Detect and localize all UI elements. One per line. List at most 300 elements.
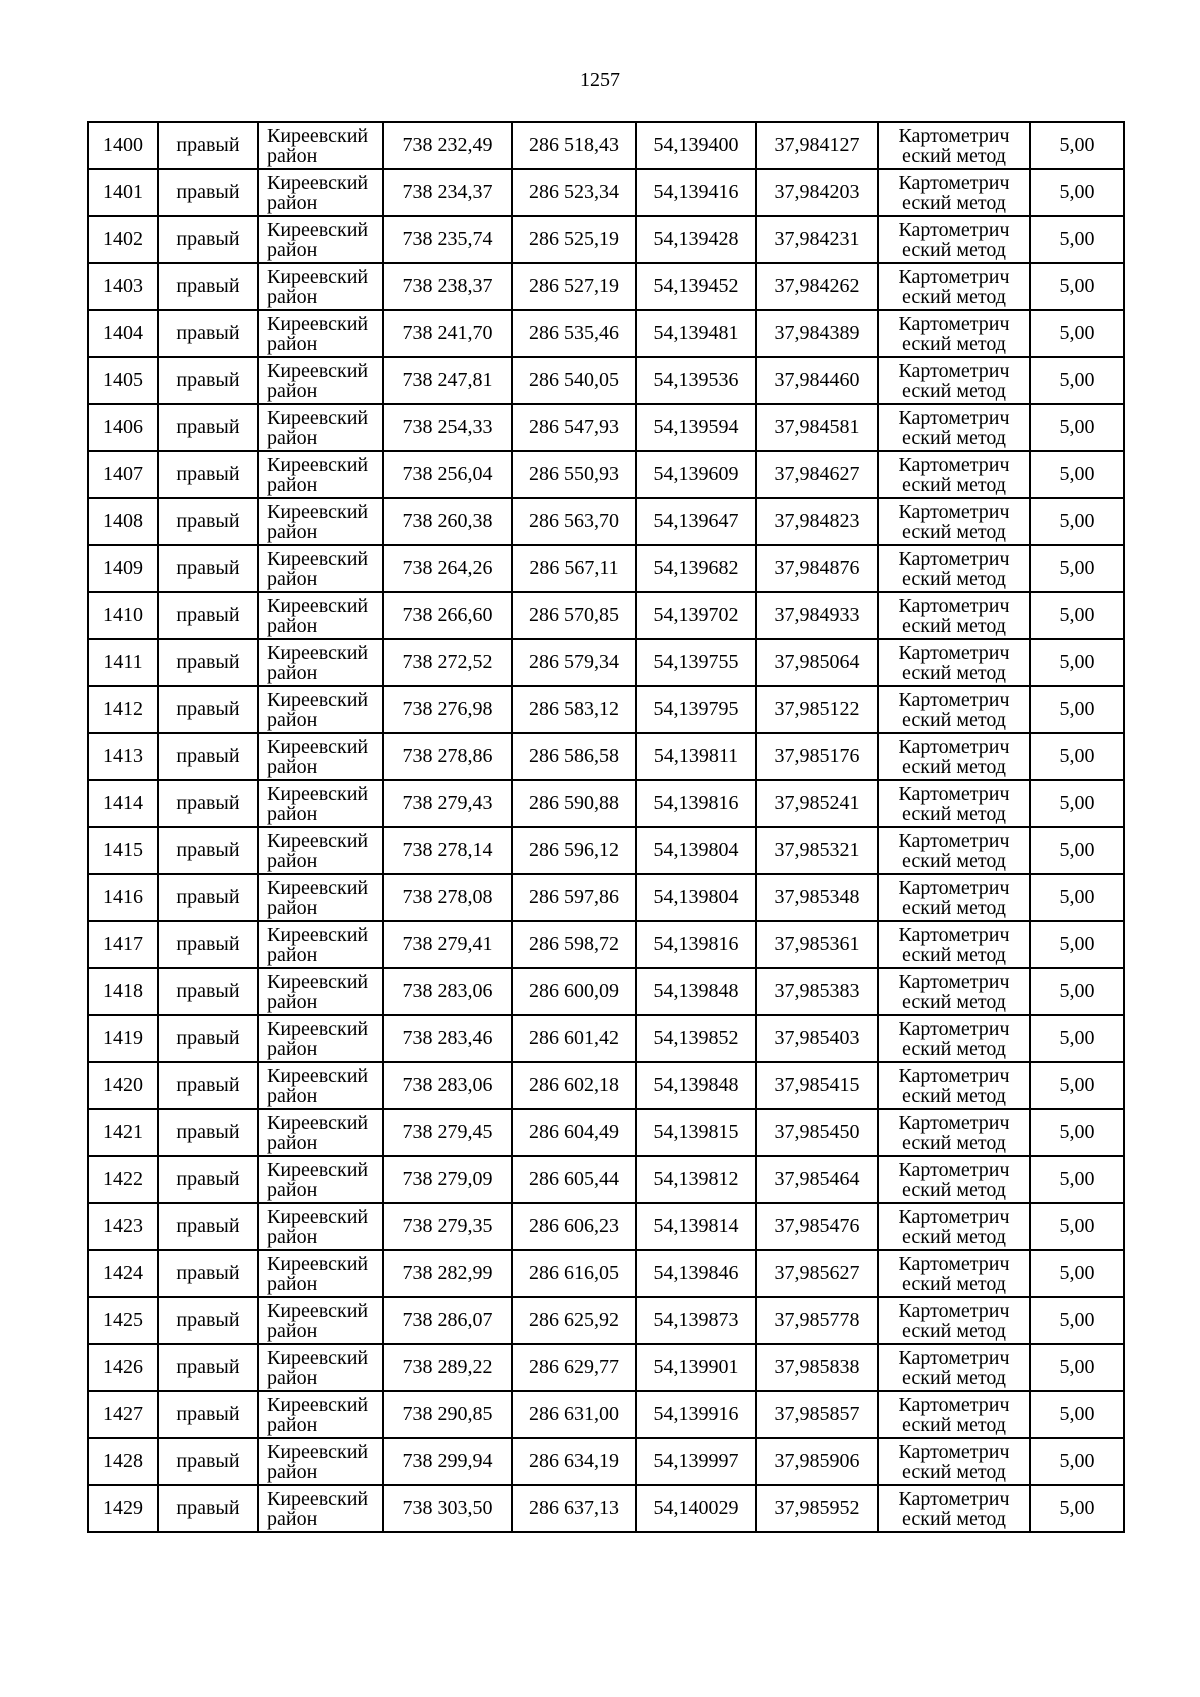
cell-longitude: 37,984262: [756, 263, 878, 310]
cell-district-line-1: Киреевский: [267, 782, 369, 805]
cell-point-number: 1421: [88, 1109, 158, 1156]
cell-method-line-2: еский метод: [902, 520, 1006, 543]
cell-side: правый: [158, 357, 258, 404]
cell-method: [878, 122, 1030, 169]
cell-y-coordinate: 286 598,72: [512, 921, 636, 968]
cell-y-coordinate: 286 550,93: [512, 451, 636, 498]
cell-point-number: 1404: [88, 310, 158, 357]
table-row: [88, 686, 1124, 733]
cell-side: правый: [158, 545, 258, 592]
cell-point-number: 1412: [88, 686, 158, 733]
cell-latitude: 54,139647: [636, 498, 756, 545]
cell-y-coordinate: 286 527,19: [512, 263, 636, 310]
cell-x-coordinate: 738 278,86: [383, 733, 512, 780]
cell-y-coordinate: 286 631,00: [512, 1391, 636, 1438]
cell-method: [878, 1250, 1030, 1297]
cell-side: правый: [158, 733, 258, 780]
cell-x-coordinate: 738 254,33: [383, 404, 512, 451]
cell-y-coordinate: 286 596,12: [512, 827, 636, 874]
cell-x-coordinate: 738 276,98: [383, 686, 512, 733]
cell-method-line-2: еский метод: [902, 1037, 1006, 1060]
cell-point-number: 1407: [88, 451, 158, 498]
cell-method-line-2: еский метод: [902, 238, 1006, 261]
cell-district-line-2: район: [267, 473, 318, 496]
cell-method: [878, 827, 1030, 874]
cell-district-line-1: Киреевский: [267, 406, 369, 429]
cell-method-line-1: Картометрич: [898, 218, 1010, 241]
cell-point-number: 1413: [88, 733, 158, 780]
cell-latitude: 54,139816: [636, 921, 756, 968]
cell-method-line-2: еский метод: [902, 943, 1006, 966]
cell-accuracy: 5,00: [1030, 1391, 1124, 1438]
cell-x-coordinate: 738 272,52: [383, 639, 512, 686]
cell-side: правый: [158, 1250, 258, 1297]
cell-district-line-2: район: [267, 661, 318, 684]
cell-method-line-1: Картометрич: [898, 735, 1010, 758]
table-row: [88, 216, 1124, 263]
cell-longitude: 37,984627: [756, 451, 878, 498]
cell-x-coordinate: 738 235,74: [383, 216, 512, 263]
cell-method-line-1: Картометрич: [898, 547, 1010, 570]
cell-district-line-1: Киреевский: [267, 641, 369, 664]
cell-district: [258, 1250, 383, 1297]
cell-latitude: 54,139702: [636, 592, 756, 639]
cell-x-coordinate: 738 256,04: [383, 451, 512, 498]
table-row: [88, 1156, 1124, 1203]
cell-point-number: 1426: [88, 1344, 158, 1391]
cell-y-coordinate: 286 616,05: [512, 1250, 636, 1297]
cell-district: [258, 1344, 383, 1391]
cell-longitude: 37,984203: [756, 169, 878, 216]
cell-district-line-1: Киреевский: [267, 1487, 369, 1510]
cell-latitude: 54,139536: [636, 357, 756, 404]
cell-district-line-2: район: [267, 238, 318, 261]
cell-longitude: 37,984876: [756, 545, 878, 592]
cell-side: правый: [158, 780, 258, 827]
cell-point-number: 1400: [88, 122, 158, 169]
cell-x-coordinate: 738 279,45: [383, 1109, 512, 1156]
cell-accuracy: 5,00: [1030, 780, 1124, 827]
cell-accuracy: 5,00: [1030, 545, 1124, 592]
cell-district: [258, 498, 383, 545]
cell-y-coordinate: 286 605,44: [512, 1156, 636, 1203]
cell-method-line-1: Картометрич: [898, 594, 1010, 617]
cell-accuracy: 5,00: [1030, 1062, 1124, 1109]
table-row: [88, 1485, 1124, 1532]
cell-point-number: 1405: [88, 357, 158, 404]
cell-y-coordinate: 286 604,49: [512, 1109, 636, 1156]
cell-method-line-2: еский метод: [902, 285, 1006, 308]
cell-x-coordinate: 738 283,06: [383, 968, 512, 1015]
cell-point-number: 1418: [88, 968, 158, 1015]
cell-y-coordinate: 286 525,19: [512, 216, 636, 263]
cell-point-number: 1409: [88, 545, 158, 592]
cell-point-number: 1425: [88, 1297, 158, 1344]
cell-y-coordinate: 286 540,05: [512, 357, 636, 404]
cell-point-number: 1402: [88, 216, 158, 263]
cell-latitude: 54,139814: [636, 1203, 756, 1250]
cell-method-line-1: Картометрич: [898, 171, 1010, 194]
table-body: [88, 122, 1124, 1532]
cell-method: [878, 169, 1030, 216]
cell-longitude: 37,985464: [756, 1156, 878, 1203]
cell-longitude: 37,984127: [756, 122, 878, 169]
cell-longitude: 37,985122: [756, 686, 878, 733]
cell-side: правый: [158, 1109, 258, 1156]
page-number: 1257: [580, 69, 620, 91]
cell-side: правый: [158, 1203, 258, 1250]
cell-district-line-2: район: [267, 1037, 318, 1060]
cell-district-line-2: район: [267, 426, 318, 449]
cell-x-coordinate: 738 279,41: [383, 921, 512, 968]
cell-latitude: 54,140029: [636, 1485, 756, 1532]
cell-district-line-1: Киреевский: [267, 1064, 369, 1087]
cell-method-line-1: Картометрич: [898, 406, 1010, 429]
cell-longitude: 37,985778: [756, 1297, 878, 1344]
cell-longitude: 37,985838: [756, 1344, 878, 1391]
cell-y-coordinate: 286 634,19: [512, 1438, 636, 1485]
cell-district-line-1: Киреевский: [267, 923, 369, 946]
cell-method-line-2: еский метод: [902, 473, 1006, 496]
cell-method-line-2: еский метод: [902, 332, 1006, 355]
cell-x-coordinate: 738 286,07: [383, 1297, 512, 1344]
cell-district-line-2: район: [267, 1319, 318, 1342]
cell-point-number: 1422: [88, 1156, 158, 1203]
cell-method: [878, 545, 1030, 592]
cell-district: [258, 1485, 383, 1532]
cell-method-line-2: еский метод: [902, 1413, 1006, 1436]
cell-x-coordinate: 738 260,38: [383, 498, 512, 545]
cell-latitude: 54,139811: [636, 733, 756, 780]
cell-method: [878, 1062, 1030, 1109]
cell-district-line-2: район: [267, 1272, 318, 1295]
cell-method-line-1: Картометрич: [898, 1111, 1010, 1134]
cell-accuracy: 5,00: [1030, 404, 1124, 451]
table-row: [88, 1250, 1124, 1297]
cell-longitude: 37,984389: [756, 310, 878, 357]
cell-method-line-2: еский метод: [902, 1084, 1006, 1107]
cell-accuracy: 5,00: [1030, 1485, 1124, 1532]
cell-method: [878, 1109, 1030, 1156]
cell-district-line-1: Киреевский: [267, 829, 369, 852]
cell-y-coordinate: 286 563,70: [512, 498, 636, 545]
cell-method-line-1: Картометрич: [898, 1346, 1010, 1369]
cell-y-coordinate: 286 601,42: [512, 1015, 636, 1062]
cell-side: правый: [158, 404, 258, 451]
cell-district-line-1: Киреевский: [267, 1440, 369, 1463]
cell-district: [258, 780, 383, 827]
cell-district-line-2: район: [267, 1460, 318, 1483]
cell-x-coordinate: 738 289,22: [383, 1344, 512, 1391]
cell-longitude: 37,985906: [756, 1438, 878, 1485]
cell-method: [878, 451, 1030, 498]
cell-district: [258, 122, 383, 169]
cell-latitude: 54,139873: [636, 1297, 756, 1344]
cell-method: [878, 404, 1030, 451]
cell-latitude: 54,139804: [636, 874, 756, 921]
cell-side: правый: [158, 968, 258, 1015]
cell-point-number: 1427: [88, 1391, 158, 1438]
table-row: [88, 1438, 1124, 1485]
cell-accuracy: 5,00: [1030, 639, 1124, 686]
cell-district-line-1: Киреевский: [267, 500, 369, 523]
cell-district: [258, 1015, 383, 1062]
cell-method: [878, 1015, 1030, 1062]
table-row: [88, 263, 1124, 310]
cell-latitude: 54,139901: [636, 1344, 756, 1391]
cell-district: [258, 1438, 383, 1485]
cell-longitude: 37,985857: [756, 1391, 878, 1438]
cell-y-coordinate: 286 602,18: [512, 1062, 636, 1109]
cell-method-line-1: Картометрич: [898, 1017, 1010, 1040]
cell-district-line-1: Киреевский: [267, 1205, 369, 1228]
cell-district-line-2: район: [267, 849, 318, 872]
cell-latitude: 54,139755: [636, 639, 756, 686]
cell-district-line-1: Киреевский: [267, 594, 369, 617]
cell-accuracy: 5,00: [1030, 1344, 1124, 1391]
cell-district-line-1: Киреевский: [267, 876, 369, 899]
cell-y-coordinate: 286 579,34: [512, 639, 636, 686]
cell-accuracy: 5,00: [1030, 263, 1124, 310]
table-row: [88, 404, 1124, 451]
cell-longitude: 37,985064: [756, 639, 878, 686]
cell-accuracy: 5,00: [1030, 1109, 1124, 1156]
cell-district-line-2: район: [267, 567, 318, 590]
cell-longitude: 37,985627: [756, 1250, 878, 1297]
cell-district-line-1: Киреевский: [267, 265, 369, 288]
cell-method-line-1: Картометрич: [898, 1393, 1010, 1416]
cell-method: [878, 592, 1030, 639]
cell-side: правый: [158, 1156, 258, 1203]
cell-district-line-1: Киреевский: [267, 1111, 369, 1134]
cell-accuracy: 5,00: [1030, 310, 1124, 357]
cell-accuracy: 5,00: [1030, 921, 1124, 968]
cell-side: правый: [158, 1344, 258, 1391]
cell-district-line-1: Киреевский: [267, 547, 369, 570]
cell-method-line-2: еский метод: [902, 1507, 1006, 1530]
cell-side: правый: [158, 451, 258, 498]
cell-point-number: 1429: [88, 1485, 158, 1532]
cell-district: [258, 545, 383, 592]
cell-latitude: 54,139609: [636, 451, 756, 498]
cell-latitude: 54,139795: [636, 686, 756, 733]
cell-district-line-2: район: [267, 379, 318, 402]
cell-side: правый: [158, 686, 258, 733]
cell-x-coordinate: 738 264,26: [383, 545, 512, 592]
cell-y-coordinate: 286 629,77: [512, 1344, 636, 1391]
cell-y-coordinate: 286 597,86: [512, 874, 636, 921]
cell-method-line-2: еский метод: [902, 379, 1006, 402]
cell-accuracy: 5,00: [1030, 216, 1124, 263]
cell-method-line-2: еский метод: [902, 191, 1006, 214]
cell-method: [878, 874, 1030, 921]
cell-district: [258, 827, 383, 874]
cell-method-line-2: еский метод: [902, 1319, 1006, 1342]
cell-district: [258, 592, 383, 639]
cell-method-line-2: еский метод: [902, 1178, 1006, 1201]
cell-district-line-1: Киреевский: [267, 735, 369, 758]
cell-district-line-2: район: [267, 191, 318, 214]
cell-point-number: 1403: [88, 263, 158, 310]
cell-method-line-1: Картометрич: [898, 500, 1010, 523]
cell-y-coordinate: 286 518,43: [512, 122, 636, 169]
cell-method-line-2: еский метод: [902, 990, 1006, 1013]
cell-x-coordinate: 738 283,46: [383, 1015, 512, 1062]
cell-x-coordinate: 738 290,85: [383, 1391, 512, 1438]
cell-method-line-1: Картометрич: [898, 1487, 1010, 1510]
cell-method-line-2: еский метод: [902, 1272, 1006, 1295]
cell-accuracy: 5,00: [1030, 686, 1124, 733]
cell-district-line-2: район: [267, 990, 318, 1013]
cell-method: [878, 921, 1030, 968]
cell-x-coordinate: 738 238,37: [383, 263, 512, 310]
cell-latitude: 54,139804: [636, 827, 756, 874]
table-row: [88, 310, 1124, 357]
cell-y-coordinate: 286 606,23: [512, 1203, 636, 1250]
cell-y-coordinate: 286 535,46: [512, 310, 636, 357]
cell-side: правый: [158, 1438, 258, 1485]
cell-longitude: 37,985450: [756, 1109, 878, 1156]
cell-point-number: 1410: [88, 592, 158, 639]
cell-method: [878, 1156, 1030, 1203]
cell-method-line-2: еский метод: [902, 1131, 1006, 1154]
cell-longitude: 37,985321: [756, 827, 878, 874]
cell-y-coordinate: 286 567,11: [512, 545, 636, 592]
cell-y-coordinate: 286 590,88: [512, 780, 636, 827]
cell-longitude: 37,984823: [756, 498, 878, 545]
cell-district-line-1: Киреевский: [267, 970, 369, 993]
cell-method-line-2: еский метод: [902, 896, 1006, 919]
cell-district: [258, 451, 383, 498]
cell-latitude: 54,139916: [636, 1391, 756, 1438]
cell-x-coordinate: 738 266,60: [383, 592, 512, 639]
cell-district-line-2: район: [267, 1131, 318, 1154]
cell-method-line-1: Картометрич: [898, 876, 1010, 899]
cell-district-line-1: Киреевский: [267, 688, 369, 711]
cell-method: [878, 1391, 1030, 1438]
cell-method: [878, 1203, 1030, 1250]
cell-district: [258, 1391, 383, 1438]
cell-side: правый: [158, 498, 258, 545]
cell-district-line-2: район: [267, 802, 318, 825]
cell-accuracy: 5,00: [1030, 451, 1124, 498]
cell-district: [258, 169, 383, 216]
cell-latitude: 54,139997: [636, 1438, 756, 1485]
cell-latitude: 54,139816: [636, 780, 756, 827]
cell-y-coordinate: 286 586,58: [512, 733, 636, 780]
cell-method: [878, 357, 1030, 404]
cell-point-number: 1417: [88, 921, 158, 968]
cell-latitude: 54,139682: [636, 545, 756, 592]
cell-x-coordinate: 738 282,99: [383, 1250, 512, 1297]
cell-method-line-1: Картометрич: [898, 923, 1010, 946]
cell-method: [878, 263, 1030, 310]
table-row: [88, 921, 1124, 968]
cell-accuracy: 5,00: [1030, 357, 1124, 404]
cell-method: [878, 1344, 1030, 1391]
cell-method-line-1: Картометрич: [898, 1299, 1010, 1322]
cell-x-coordinate: 738 299,94: [383, 1438, 512, 1485]
cell-longitude: 37,984460: [756, 357, 878, 404]
cell-longitude: 37,984933: [756, 592, 878, 639]
cell-district: [258, 1297, 383, 1344]
cell-method-line-1: Картометрич: [898, 1440, 1010, 1463]
cell-district: [258, 874, 383, 921]
cell-side: правый: [158, 827, 258, 874]
cell-method: [878, 310, 1030, 357]
cell-point-number: 1415: [88, 827, 158, 874]
cell-method: [878, 968, 1030, 1015]
cell-district-line-2: район: [267, 1507, 318, 1530]
cell-latitude: 54,139815: [636, 1109, 756, 1156]
cell-longitude: 37,985403: [756, 1015, 878, 1062]
cell-method-line-2: еский метод: [902, 426, 1006, 449]
cell-side: правый: [158, 1015, 258, 1062]
cell-point-number: 1411: [88, 639, 158, 686]
cell-longitude: 37,984581: [756, 404, 878, 451]
cell-method-line-2: еский метод: [902, 1225, 1006, 1248]
cell-latitude: 54,139594: [636, 404, 756, 451]
cell-district-line-2: район: [267, 708, 318, 731]
cell-y-coordinate: 286 600,09: [512, 968, 636, 1015]
cell-x-coordinate: 738 279,43: [383, 780, 512, 827]
cell-latitude: 54,139846: [636, 1250, 756, 1297]
cell-side: правый: [158, 122, 258, 169]
cell-x-coordinate: 738 232,49: [383, 122, 512, 169]
cell-y-coordinate: 286 637,13: [512, 1485, 636, 1532]
cell-district-line-2: район: [267, 1178, 318, 1201]
cell-method-line-1: Картометрич: [898, 1064, 1010, 1087]
cell-method: [878, 1297, 1030, 1344]
table-row: [88, 968, 1124, 1015]
cell-district: [258, 404, 383, 451]
cell-x-coordinate: 738 303,50: [383, 1485, 512, 1532]
cell-side: правый: [158, 1062, 258, 1109]
cell-longitude: 37,985241: [756, 780, 878, 827]
cell-y-coordinate: 286 570,85: [512, 592, 636, 639]
cell-method-line-2: еский метод: [902, 144, 1006, 167]
cell-method: [878, 498, 1030, 545]
cell-side: правый: [158, 639, 258, 686]
cell-accuracy: 5,00: [1030, 1438, 1124, 1485]
cell-side: правый: [158, 1391, 258, 1438]
table-row: [88, 1015, 1124, 1062]
cell-method-line-1: Картометрич: [898, 312, 1010, 335]
cell-district: [258, 968, 383, 1015]
cell-district-line-2: район: [267, 1084, 318, 1107]
cell-method-line-2: еский метод: [902, 802, 1006, 825]
cell-accuracy: 5,00: [1030, 1250, 1124, 1297]
cell-method-line-2: еский метод: [902, 661, 1006, 684]
cell-district: [258, 310, 383, 357]
cell-x-coordinate: 738 241,70: [383, 310, 512, 357]
cell-method-line-2: еский метод: [902, 614, 1006, 637]
cell-side: правый: [158, 1485, 258, 1532]
cell-accuracy: 5,00: [1030, 1015, 1124, 1062]
cell-district-line-1: Киреевский: [267, 1346, 369, 1369]
cell-point-number: 1424: [88, 1250, 158, 1297]
cell-method-line-2: еский метод: [902, 567, 1006, 590]
cell-method: [878, 1438, 1030, 1485]
cell-side: правый: [158, 1297, 258, 1344]
cell-district: [258, 1062, 383, 1109]
table-row: [88, 1109, 1124, 1156]
cell-accuracy: 5,00: [1030, 1156, 1124, 1203]
cell-accuracy: 5,00: [1030, 498, 1124, 545]
cell-district-line-2: район: [267, 896, 318, 919]
table-row: [88, 639, 1124, 686]
cell-longitude: 37,985361: [756, 921, 878, 968]
